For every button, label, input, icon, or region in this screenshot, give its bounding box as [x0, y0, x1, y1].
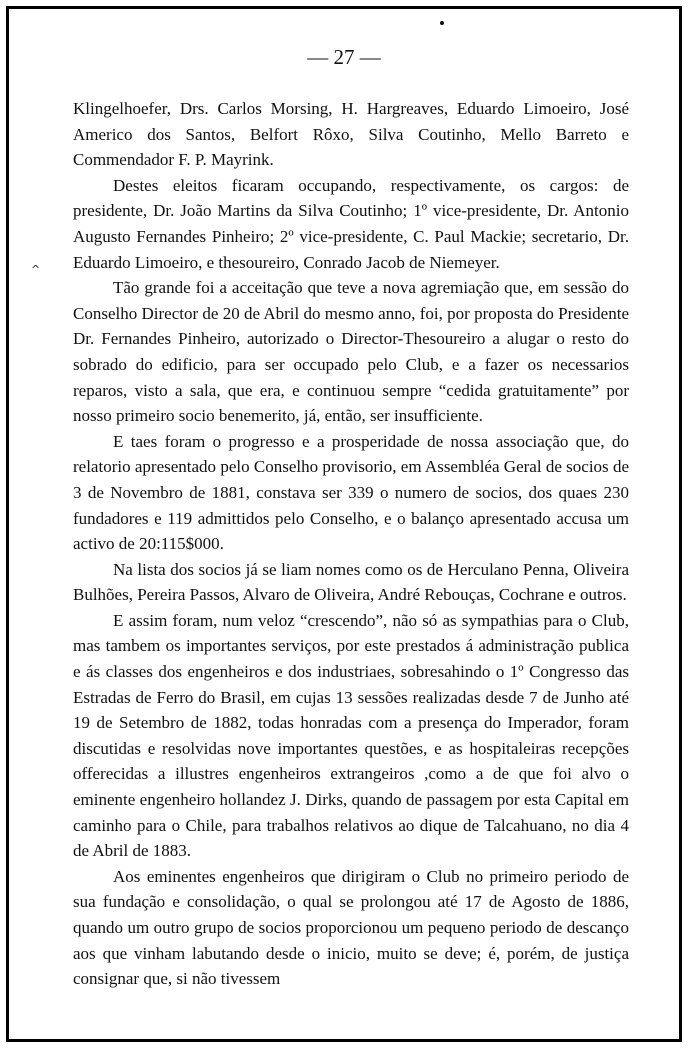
- paragraph-services: E assim foram, num veloz “crescendo”, não só as sympathias para o Club, mas tambem os importantes serviços, por este prestados á administração publica e ás classes dos engenheiros e dos industriaes, sobresahindo o 1º Congresso das Estradas de Ferro do Brasil, em cujas 13 sessões realizadas desde 7 de Junho até 19 de Setembro de 1882, todas honradas com a presença do Imperador, foram discutidas e resolvidas nove importantes questões, e as hospitaleiras recepções offerecidas a illustres engenheiros extrangeiros ,como a de que foi alvo o eminente engenheiro hollandez J. Dirks, quando de passagem por esta Capital em caminho para o Chile, para trabalhos relativos ao dique de Talcahuano, no dia 4 de Abril de 1883.: [73, 610, 629, 861]
- ink-speck: [440, 21, 444, 25]
- paragraph-members-list: Na lista dos socios já se liam nomes como os de Herculano Penna, Oliveira Bulhões, Pereira Passos, Alvaro de Oliveira, André Rebouças, Cochrane e outros.: [73, 559, 629, 605]
- paragraph-continuation: Klingelhoefer, Drs. Carlos Morsing, H. Hargreaves, Eduardo Limoeiro, José Americo dos Santos, Belfort Rôxo, Silva Coutinho, Mello Barreto e Commendador F. P. Mayrink.: [73, 99, 629, 170]
- body-text: [73, 96, 629, 992]
- page-frame: [6, 6, 682, 1042]
- page-number: — 27 —: [307, 45, 381, 69]
- paragraph-acceptance: Tão grande foi a acceitação que teve a nova agremiação que, em sessão do Conselho Director de 20 de Abril do mesmo anno, foi, por proposta do Presidente Dr. Fernandes Pinheiro, autorizado o Director-Thesoureiro a alugar o resto do sobrado do edificio, para ser occupado pelo Club, e a fazer os necessarios reparos, visto a sala, que era, e continuou sempre “cedida gratuitamente” por nosso primeiro socio benemerito, já, então, ser insufficiente.: [73, 278, 629, 426]
- margin-caret-mark: ^: [31, 263, 41, 276]
- paragraph-progress: E taes foram o progresso e a prosperidade de nossa associação que, do relatorio apresentado pelo Conselho provisorio, em Assembléa Geral de socios de 3 de Novembro de 1881, constava ser 339 o numero de socios, dos quaes 230 fundadores e 119 admittidos pelo Conselho, e o balanço apresentado accusa um activo de 20:115$000.: [73, 431, 629, 554]
- paragraph-directors: Aos eminentes engenheiros que dirigiram o Club no primeiro periodo de sua fundação e consolidação, o qual se prolongou até 17 de Agosto de 1886, quando um outro grupo de socios proporcionou um pequeno periodo de descanço aos que vinham labutando desde o inicio, muito se deve; é, porém, de justiça consignar que, si não tivessem: [73, 866, 629, 989]
- paragraph-officers: Destes eleitos ficaram occupando, respectivamente, os cargos: de presidente, Dr. João Martins da Silva Coutinho; 1º vice-presidente, Dr. Antonio Augusto Fernandes Pinheiro; 2º vice-presidente, C. Paul Mackie; secretario, Dr. Eduardo Limoeiro, e thesoureiro, Conrado Jacob de Niemeyer.: [73, 175, 629, 272]
